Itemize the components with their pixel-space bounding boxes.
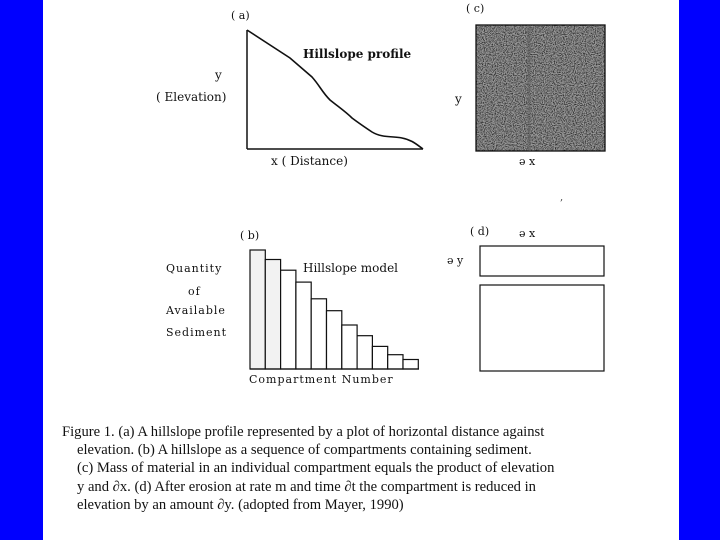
compartment-bar-2 [265, 260, 280, 370]
caption-line-5: elevation by an amount ∂y. (adopted from Mayer, 1990) [77, 496, 404, 513]
hillslope-model-label: Hillslope model [303, 261, 399, 275]
compartment-bar-9 [372, 346, 387, 369]
caption-line-3: (c) Mass of material in an individual compartment equals the product of elevation [77, 460, 555, 477]
panel-d-remaining-compartment [480, 285, 604, 371]
hillslope-profile-label: Hillslope profile [303, 47, 412, 61]
compartment-bar-6 [327, 311, 342, 369]
panel-d-dy-label: ə y [447, 254, 464, 267]
panel-b-ylabel-line-2: of [188, 285, 201, 298]
panel-c-plot [476, 25, 605, 151]
panel-a-elevation-label: ( Elevation) [156, 90, 227, 104]
compartment-bar-11 [403, 360, 418, 370]
panel-b-ylabel-line-3: Available [166, 304, 226, 317]
panel-d-dx-label: ə x [519, 227, 536, 240]
panel-b-ylabel-line-1: Quantity [166, 262, 223, 275]
caption-line-4: y and ∂x. (d) After erosion at rate m and time ∂t the compartment is reduced in [77, 478, 536, 495]
hillslope-profile-curve [247, 30, 423, 149]
panel-c-y-label: y [455, 92, 462, 106]
compartment-bar-8 [357, 336, 372, 369]
caption-line-2: elevation. (b) A hillslope as a sequence of compartments containing sediment. [77, 442, 532, 459]
panel-d-eroded-slice [480, 246, 604, 276]
panel-d-plot [480, 246, 604, 371]
panel-b-tag: ( b) [240, 229, 260, 242]
panel-a-x-label: x ( Distance) [271, 154, 348, 168]
panel-c-grain [476, 25, 605, 151]
compartment-bar-1 [250, 250, 265, 369]
compartment-bar-10 [388, 355, 403, 369]
panel-c-dx-label: ə x [519, 155, 536, 168]
panel-a-tag: ( a) [231, 9, 250, 22]
panel-a-plot [247, 30, 423, 149]
panel-b-ylabel-line-4: Sediment [166, 326, 228, 339]
figure-caption [62, 423, 682, 514]
panel-a-y-label: y [215, 68, 222, 82]
stray-mark: , [560, 192, 564, 203]
caption-line-1: Figure 1. (a) A hillslope profile represented by a plot of horizontal distance against [62, 424, 545, 440]
compartment-bar-4 [296, 282, 311, 369]
panel-b-bars [250, 250, 418, 369]
compartment-bar-7 [342, 325, 357, 369]
panel-b-x-label: Compartment Number [249, 373, 394, 386]
compartment-bar-5 [311, 299, 326, 369]
compartment-bar-3 [281, 270, 296, 369]
panel-d-tag: ( d) [470, 225, 490, 238]
panel-c-tag: ( c) [466, 2, 485, 15]
